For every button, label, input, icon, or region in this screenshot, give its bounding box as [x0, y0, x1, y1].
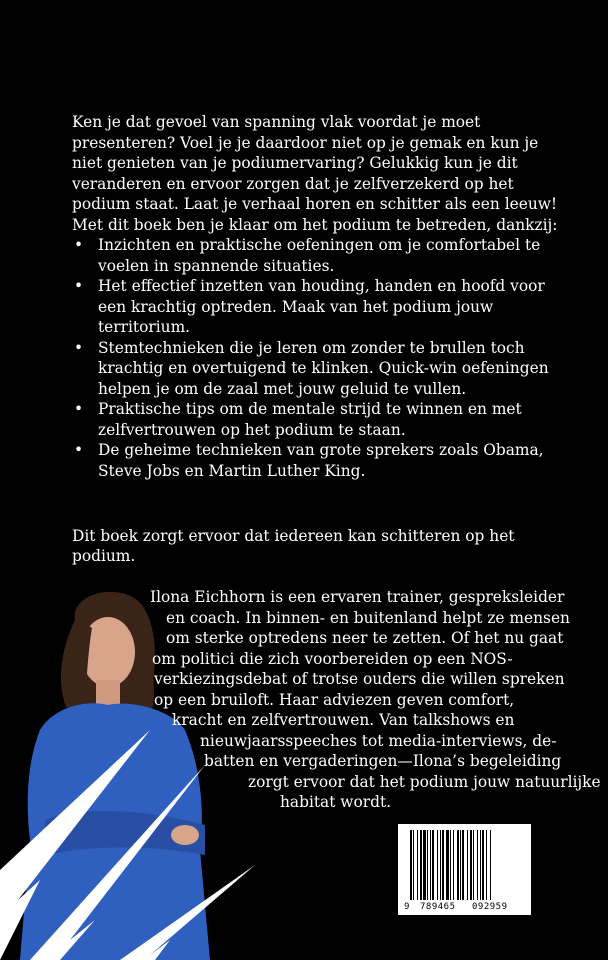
bio-line: om sterke optredens neer te zetten. Of het nu gaat — [166, 629, 564, 647]
bio-line: Ilona Eichhorn is een ervaren trainer, gespreksleider — [150, 588, 565, 606]
intro-lead: Met dit boek ben je klaar om het podium te betreden, dankzij: — [72, 215, 558, 234]
barcode-bars — [398, 824, 531, 904]
list-item: • Praktische tips om de mentale strijd te winnen en met zelfvertrouwen op het podium te staan. — [72, 399, 572, 440]
bio-line: nieuwjaarsspeeches tot media-interviews, de- — [200, 731, 557, 750]
closing-line: Dit boek zorgt ervoor dat iedereen kan schitteren op het podium. — [72, 527, 515, 565]
benefits-list — [72, 235, 572, 481]
isbn-left-group: 789465 — [420, 902, 456, 912]
intro-text — [72, 112, 572, 235]
intro-paragraph: Ken je dat gevoel van spanning vlak voordat je moet presenteren? Voel je je daardoor niet op je gemak en kun je niet genieten van je podiumervaring? Gelukkig kun je dit veranderen en ervoor zorgen dat je zelfverzekerd op het podium staat. Laat je verhaal horen en schitter als een leeuw! — [72, 113, 558, 213]
list-item: • Het effectief inzetten van houding, handen en hoofd voor een krachtig optreden. Maak van het podium jouw territorium. — [72, 276, 572, 338]
isbn-barcode — [398, 824, 531, 915]
bio-line: om politici die zich voorbereiden op een NOS- — [152, 649, 513, 668]
list-item: • Inzichten en praktische oefeningen om je comfortabel te voelen in spannende situaties. — [72, 235, 572, 276]
bio-line: habitat wordt. — [280, 793, 392, 811]
author-bio — [150, 587, 601, 813]
isbn-right-group: 092959 — [472, 902, 508, 912]
bio-line: zorgt ervoor dat het podium jouw natuurlijke — [248, 772, 601, 791]
bio-line: verkiezingsdebat of trotse ouders die willen spreken — [154, 670, 565, 688]
bio-line: en coach. In binnen- en buitenland helpt ze mensen — [166, 608, 570, 627]
bio-line: op een bruiloft. Haar adviezen geven comfort, — [154, 690, 515, 709]
bio-line: kracht en zelfvertrouwen. Van talkshows en — [172, 711, 515, 729]
list-item: • De geheime technieken van grote sprekers zoals Obama, Steve Jobs en Martin Luther King. — [72, 440, 572, 481]
list-item: • Stemtechnieken die je leren om zonder te brullen toch krachtig en overtuigend te klinken. Quick-win oefeningen helpen je om de zaal met jouw geluid te vullen. — [72, 338, 572, 400]
bio-line: batten en vergaderingen—Ilona’s begeleiding — [204, 752, 562, 770]
isbn-first-digit: 9 — [404, 902, 410, 912]
